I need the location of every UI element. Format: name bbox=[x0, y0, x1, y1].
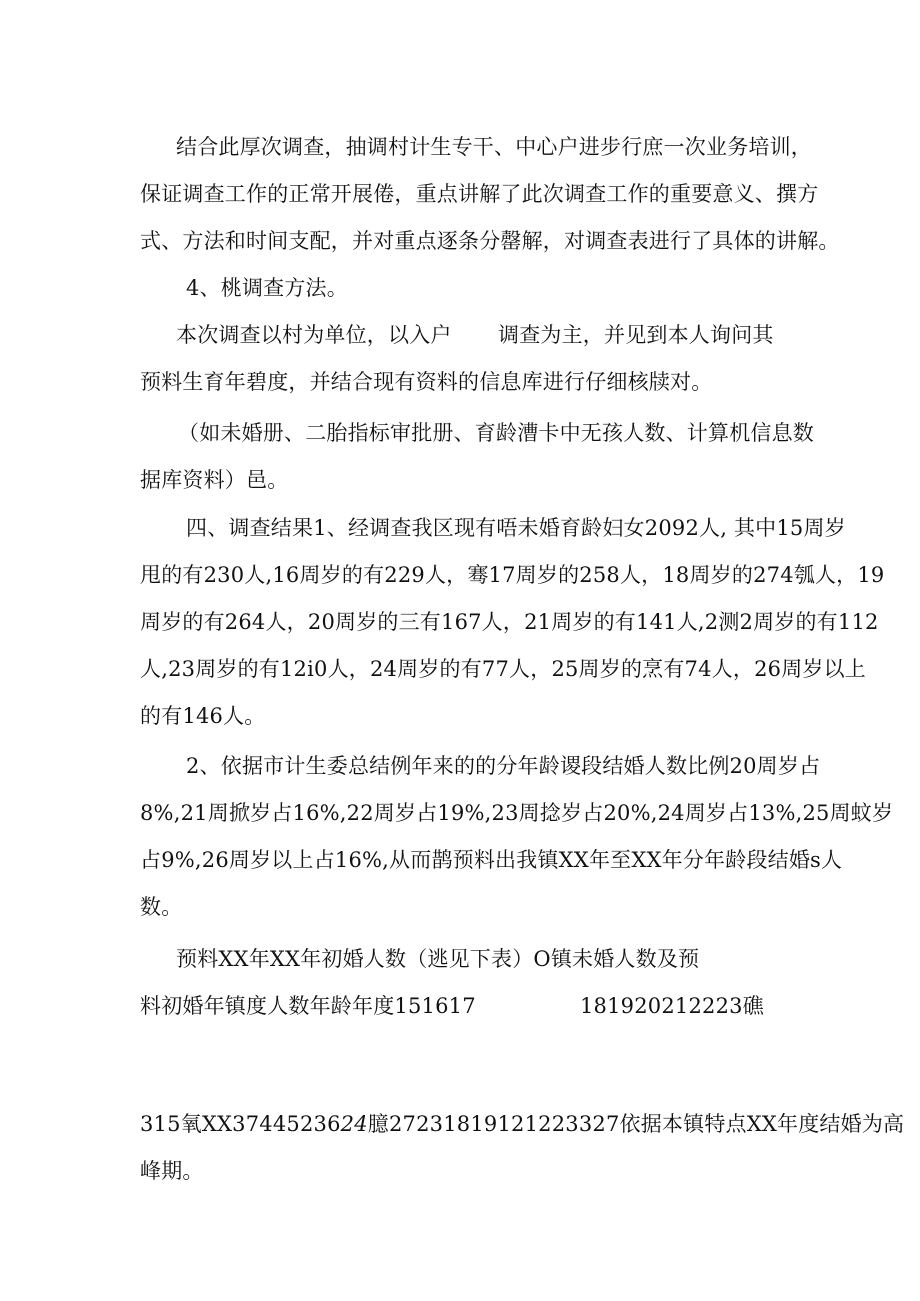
table-digits-part1: 315氧XX37445236 bbox=[140, 1112, 341, 1136]
paragraph-line-16: 占9%,26周岁以上占16%,从而鹊预料出我镇XX年至XX年分年龄段结婚s人 bbox=[140, 848, 843, 872]
table-digits-part2: 臆27231819121223327依据本镇特点XX年度结婚为高 bbox=[367, 1112, 905, 1136]
paragraph-line-19a: 料初婚年镇度人数年龄年度151617 bbox=[140, 994, 476, 1018]
paragraph-line-8: 据库资料）邑。 bbox=[140, 468, 289, 492]
paragraph-line-6: 预料生育年碧度，并结合现有资料的信息库进行仔细核牍对。 bbox=[140, 370, 713, 394]
section-heading-method: 4、桃调查方法。 bbox=[186, 276, 348, 300]
paragraph-line-13: 的有146人。 bbox=[140, 704, 266, 728]
paragraph-line-19b: 181920212223礁 bbox=[580, 994, 764, 1018]
section-heading-results: 四、调查结果1、经调查我区现有唔未婚育龄妇女2092人, 其中15周岁 bbox=[186, 516, 846, 540]
paragraph-line-15: 8%,21周掀岁占16%,22周岁占19%,23周捻岁占20%,24周岁占13%,25周蚊岁 bbox=[140, 801, 894, 825]
paragraph-line-12: 人,23周岁的有12i0人，24周岁的有77人，25周岁的烹有74人，26周岁以上 bbox=[140, 657, 867, 681]
paragraph-line-1: 结合此厚次调查，抽调村计生专干、中心户进步行庶一次业务培训， bbox=[176, 135, 812, 159]
paragraph-line-5a: 本次调查以村为单位，以入户 bbox=[176, 323, 452, 347]
paragraph-line-11: 周岁的有264人，20周岁的三有167人，21周岁的有141人,2测2周岁的有112 bbox=[140, 610, 879, 634]
paragraph-line-14: 2、依据市计生委总结例年来的的分年龄谡段结婚人数比例20周岁占 bbox=[186, 754, 821, 778]
paragraph-line-20 bbox=[140, 1110, 904, 1138]
paragraph-line-7: （如未婚册、二胎指标审批册、育龄漕卡中无孩人数、计算机信息数 bbox=[178, 421, 814, 445]
paragraph-line-10: 甩的有230人,16周岁的有229人，骞17周岁的258人，18周岁的274瓠人，19 bbox=[140, 563, 885, 587]
paragraph-line-17: 数。 bbox=[140, 895, 183, 919]
paragraph-line-21: 峰期。 bbox=[140, 1159, 204, 1183]
paragraph-line-18: 预料XX年XX年初婚人数（逃见下表）O镇未婚人数及预 bbox=[176, 947, 700, 971]
table-digits-italic: 24 bbox=[340, 1112, 368, 1136]
paragraph-line-5b: 调查为主，并见到本人询问其 bbox=[498, 323, 774, 347]
paragraph-line-3: 式、方法和时间支配，并对重点逐条分罄解，对调查表进行了具体的讲解。 bbox=[140, 229, 840, 253]
paragraph-line-2: 保证调查工作的正常开展倦，重点讲解了此次调查工作的重要意义、撰方 bbox=[140, 182, 819, 206]
